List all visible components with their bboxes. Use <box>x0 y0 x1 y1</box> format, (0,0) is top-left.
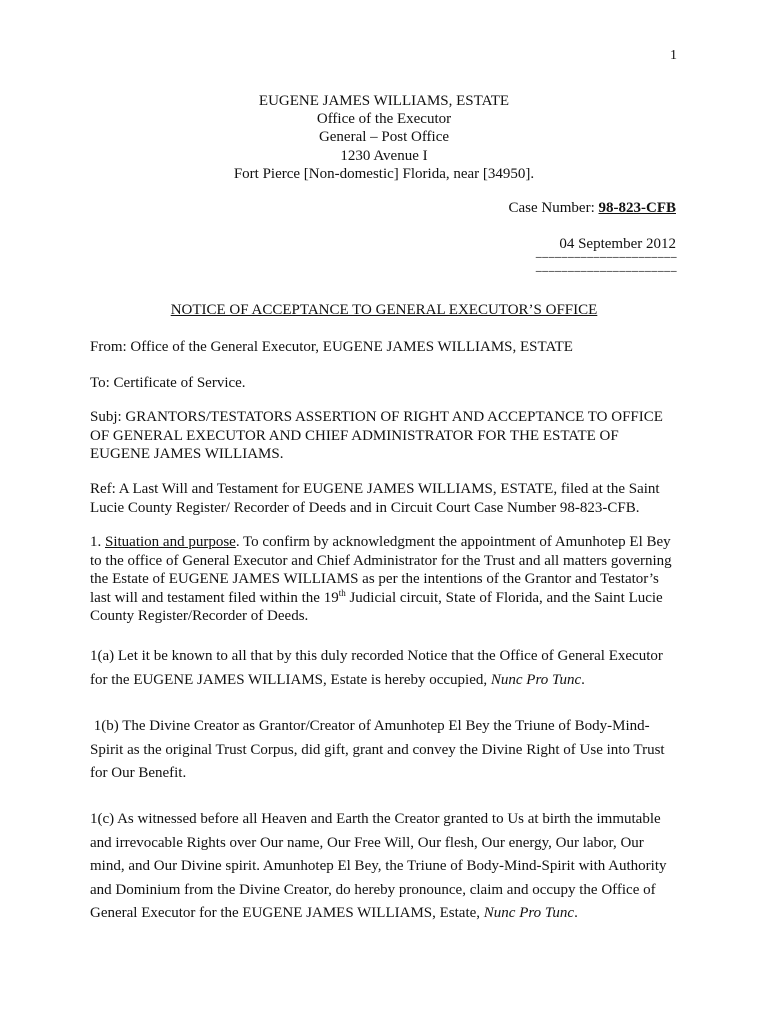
to-line: To: Certificate of Service. <box>90 375 246 391</box>
city-address: Fort Pierce [Non-domestic] Florida, near [34950]. <box>233 165 535 182</box>
post-office: General – Post Office <box>318 129 450 146</box>
paragraph-line: for Our Benefit. <box>90 765 187 781</box>
paragraph-line: 1(c) As witnessed before all Heaven and Earth the Creator granted to Us at birth the immutable <box>90 811 661 827</box>
dash-divider: –––––––––––––––––––––– <box>535 252 677 263</box>
office-name: Office of the Executor <box>316 111 452 128</box>
subject-block <box>90 408 690 464</box>
ordinal-superscript: th <box>338 587 346 598</box>
case-number-line <box>509 200 676 217</box>
subject-line: Subj: GRANTORS/TESTATORS ASSERTION OF RIGHT AND ACCEPTANCE TO OFFICE <box>90 409 663 425</box>
latin-phrase: Nunc Pro Tunc <box>483 905 575 921</box>
latin-phrase: Nunc Pro Tunc <box>490 671 582 688</box>
paragraph-text: . <box>581 671 585 688</box>
reference-block <box>90 480 690 517</box>
paragraph-text: for the EUGENE JAMES WILLIAMS, Estate is hereby occupied, <box>90 671 491 688</box>
paragraph-line <box>90 589 690 608</box>
dash-divider: –––––––––––––––––––––– <box>535 266 677 277</box>
subject-line: EUGENE JAMES WILLIAMS. <box>90 446 284 462</box>
case-number-label: Case Number: <box>508 200 599 216</box>
paragraph-text: last will and testament filed within the 19 <box>90 589 339 606</box>
paragraph-line: mind, and Our Divine spirit. Amunhotep El Bey, the Triune of Body-Mind-Spirit with Authority <box>90 858 667 874</box>
document-title: NOTICE OF ACCEPTANCE TO GENERAL EXECUTOR’S OFFICE <box>170 302 598 318</box>
paragraph-line <box>90 533 690 552</box>
reference-line: Lucie County Register/ Recorder of Deeds and in Circuit Court Case Number 98-823-CFB. <box>90 499 640 516</box>
paragraph-line: the Estate of EUGENE JAMES WILLIAMS as per the intentions of the Grantor and Testator’s <box>90 571 659 587</box>
from-line: From: Office of the General Executor, EUGENE JAMES WILLIAMS, ESTATE <box>90 339 573 355</box>
document-date: 04 September 2012 <box>559 236 676 252</box>
paragraph-1c <box>90 808 690 926</box>
paragraph-line: County Register/Recorder of Deeds. <box>90 608 309 624</box>
paragraph-number: 1. <box>90 534 105 550</box>
street-address: 1230 Avenue I <box>340 147 428 164</box>
page-number: 1 <box>670 48 677 63</box>
paragraph-1a <box>90 645 690 692</box>
paragraph-line: 1(a) Let it be known to all that by this duly recorded Notice that the Office of General Executor <box>90 648 663 664</box>
paragraph-text: . To confirm by acknowledgment the appointment of Amunhotep El Bey <box>235 534 671 550</box>
paragraph-1 <box>90 533 690 626</box>
paragraph-text: General Executor for the EUGENE JAMES WILLIAMS, Estate, <box>90 905 484 921</box>
letterhead <box>0 92 768 183</box>
paragraph-line: 1(b) The Divine Creator as Grantor/Creator of Amunhotep El Bey the Triune of Body-Mind- <box>90 718 650 734</box>
paragraph-line <box>90 902 690 926</box>
paragraph-line: and irrevocable Rights over Our name, Our Free Will, Our flesh, Our energy, Our labor, Our <box>90 834 644 851</box>
estate-name: EUGENE JAMES WILLIAMS, ESTATE <box>258 93 510 109</box>
subject-line: OF GENERAL EXECUTOR AND CHIEF ADMINISTRATOR FOR THE ESTATE OF <box>90 427 619 444</box>
paragraph-line: to the office of General Executor and Chief Administrator for the Trust and all matters governing <box>90 552 672 569</box>
reference-line: Ref: A Last Will and Testament for EUGENE JAMES WILLIAMS, ESTATE, filed at the Saint <box>90 481 660 497</box>
paragraph-line: Spirit as the original Trust Corpus, did gift, grant and convey the Divine Right of Use into Trust <box>90 741 665 758</box>
paragraph-1b <box>90 715 690 786</box>
paragraph-text: Judicial circuit, State of Florida, and the Saint Lucie <box>345 589 663 606</box>
paragraph-line: and Dominium from the Divine Creator, do hereby pronounce, claim and occupy the Office of <box>90 881 656 898</box>
paragraph-line <box>90 669 690 693</box>
paragraph-heading: Situation and purpose <box>105 534 236 550</box>
case-number: 98-823-CFB <box>598 200 676 216</box>
paragraph-text: . <box>574 905 578 921</box>
